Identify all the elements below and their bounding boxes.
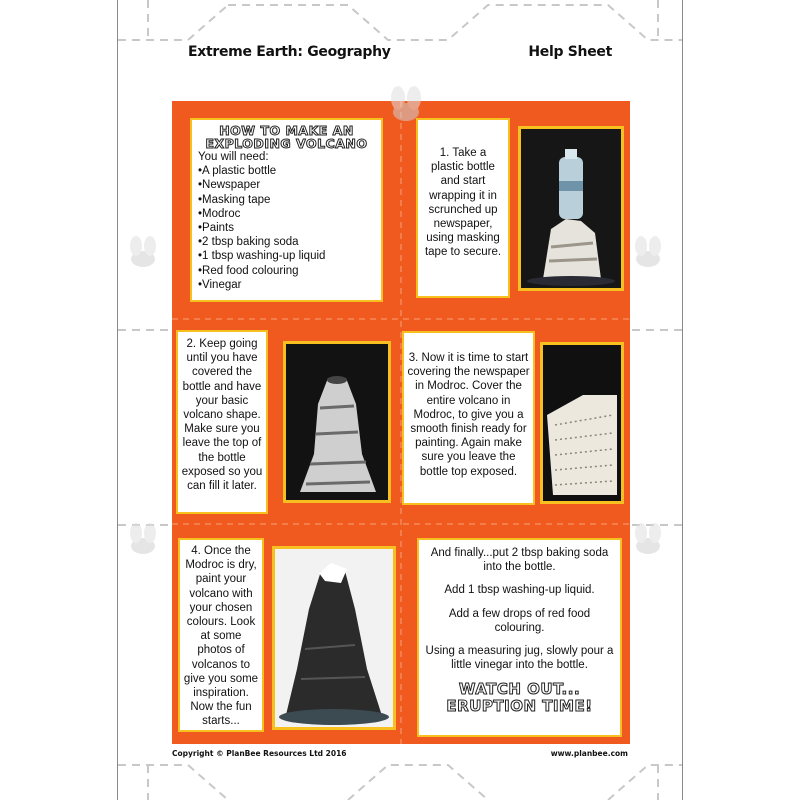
ingredients-list xyxy=(198,164,375,292)
final-line4: Using a measuring jug, slowly pour a little vinegar into the bottle. xyxy=(425,645,614,672)
step1-photo xyxy=(518,126,624,291)
bee-icon xyxy=(118,235,168,275)
list-item: • Modroc xyxy=(198,207,375,221)
step3-text: 3. Now it is time to start covering the newspaper in Modroc. Cover the entire volcano in Modroc, to give you a smooth finish ready for painting. Again make sure you leave the bottle top exposed. xyxy=(407,352,530,478)
list-item: • 1 tbsp washing-up liquid xyxy=(198,249,375,263)
painted-volcano-image xyxy=(275,549,393,727)
list-item: • A plastic bottle xyxy=(198,164,375,178)
eruption-banner-line1: WATCH OUT... xyxy=(458,680,581,699)
list-item: • Red food colouring xyxy=(198,264,375,278)
list-item: • Masking tape xyxy=(198,193,375,207)
copyright-text: Copyright © PlanBee Resources Ltd 2016 xyxy=(172,749,347,758)
step2-photo xyxy=(283,341,391,503)
final-panel xyxy=(417,538,622,737)
bee-icon xyxy=(623,522,673,562)
intro-title-line2: EXPLODING VOLCANO xyxy=(205,136,368,151)
step1-text: 1. Take a plastic bottle and start wrapping it in scrunched up newspaper, using masking tape to secure. xyxy=(424,147,502,259)
step2-text: 2. Keep going until you have covered the bottle and have your basic volcano shape. Make sure you leave the top of the bottle exposed so you can fill it later. xyxy=(181,338,263,493)
intro-title-line1: HOW TO MAKE AN xyxy=(219,123,354,138)
list-item: • Paints xyxy=(198,221,375,235)
bee-icon xyxy=(376,86,436,130)
instruction-board xyxy=(172,101,630,744)
step2-panel xyxy=(176,330,268,514)
bee-icon xyxy=(623,235,673,275)
eruption-banner xyxy=(425,681,614,715)
list-item: • Newspaper xyxy=(198,178,375,192)
modroc-roll-image xyxy=(543,345,621,501)
volcano-shape-image xyxy=(286,344,388,500)
final-line1: And finally...put 2 tbsp baking soda into the bottle. xyxy=(430,547,609,574)
page-subtitle: Help Sheet xyxy=(528,44,612,60)
bee-icon xyxy=(118,522,168,562)
final-line2: Add 1 tbsp washing-up liquid. xyxy=(444,584,595,597)
step4-photo xyxy=(272,546,396,730)
step3-photo xyxy=(540,342,624,504)
list-item: • 2 tbsp baking soda xyxy=(198,235,375,249)
step4-text: 4. Once the Modroc is dry, paint your volcano with your chosen colours. Look at some photos of volcanos to give you some inspiration. Now the fun starts... xyxy=(183,545,259,728)
step3-panel xyxy=(402,331,535,505)
step1-panel xyxy=(416,118,510,298)
intro-lead: You will need: xyxy=(198,151,269,163)
step4-panel xyxy=(178,538,264,732)
final-line3: Add a few drops of red food colouring. xyxy=(448,607,591,634)
ingredients-panel xyxy=(190,118,383,302)
intro-title xyxy=(198,124,375,150)
worksheet-page xyxy=(117,0,683,800)
bottle-wrapped-image xyxy=(521,129,621,288)
website-link[interactable]: www.planbee.com xyxy=(550,749,628,758)
eruption-banner-line2: ERUPTION TIME! xyxy=(446,697,593,716)
list-item: • Vinegar xyxy=(198,278,375,292)
page-title: Extreme Earth: Geography xyxy=(188,44,391,60)
